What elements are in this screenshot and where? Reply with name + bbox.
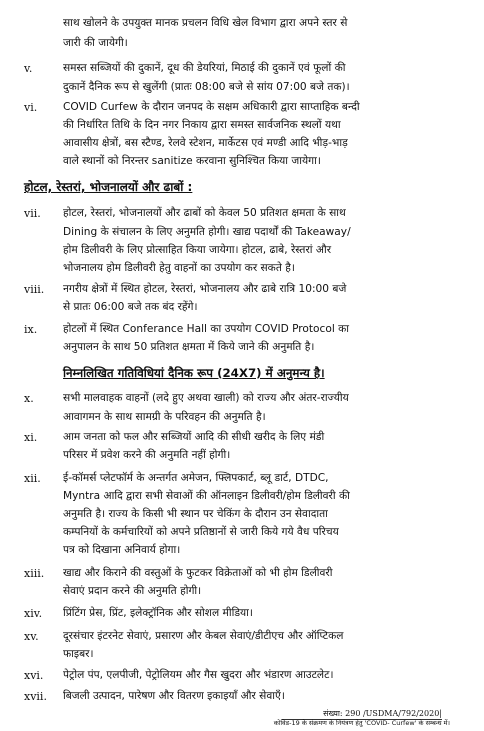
continuation-line: साथ खोलने के उपयुक्त मानक प्रचलन विधि खेल विभाग द्वारा अपने स्तर से bbox=[63, 17, 348, 29]
item-number: xi. bbox=[24, 431, 38, 444]
item-line: समस्त सब्जियों की दुकानें, दूध की डेयरियां, मिठाई की दुकानें एवं फूलों की bbox=[63, 62, 346, 74]
item-line: ई-कॉमर्स प्लेटफॉर्म के अन्तर्गत अमेजन, फ्लिपकार्ट, ब्लू डार्ट, DTDC, bbox=[63, 472, 329, 484]
item-number: x. bbox=[24, 392, 34, 405]
item-line: सेवाएं प्रदान करने की अनुमति होगी। bbox=[63, 585, 202, 597]
item-line: बिजली उत्पादन, पारेषण और वितरण इकाइयाँ और सेवाएँ। bbox=[63, 690, 285, 702]
item-line: भोजनालय होम डिलीवरी हेतु वाहनों का उपयोग कर सकते है। bbox=[63, 262, 295, 274]
item-line: अनुपालन के साथ 50 प्रतिशत क्षमता में किये जाने की अनुमति है। bbox=[63, 341, 315, 353]
item-number: vi. bbox=[24, 101, 38, 114]
item-line: होटल, रेस्तरां, भोजनालयों और ढाबों को केवल 50 प्रतिशत क्षमता के साथ bbox=[63, 207, 346, 219]
item-number: xvii. bbox=[24, 690, 47, 703]
item-number: xii. bbox=[24, 472, 41, 485]
section-heading-24x7: निम्नलिखित गतिविधियां दैनिक रूप (24X7) में अनुमन्य है। bbox=[63, 366, 325, 380]
item-number: vii. bbox=[24, 207, 41, 220]
item-line: सभी मालवाहक वाहनों (लदे हुए अथवा खाली) को राज्य और अंतर-राज्यीय bbox=[63, 392, 349, 404]
item-line: पेट्रोल पंप, एलपीजी, पेट्रोलियम और गैस खुदरा और भंडारण आउटलेट। bbox=[63, 669, 334, 681]
item-line: कम्पनियों के कर्मचारियों को अपने प्रतिष्ठानों से जारी किये गये वैध परिचय bbox=[63, 526, 339, 538]
footer-caption: कोविड-19 के संक्रमण के नियंत्रण हेतु 'COVID- Curfew' के सम्बन्ध में। bbox=[273, 719, 450, 727]
item-number: xvi. bbox=[24, 669, 44, 682]
continuation-line: जारी की जायेगी। bbox=[63, 37, 128, 49]
item-line: दुकानें दैनिक रूप से खुलेंगी (प्रातः 08:00 बजे से सांय 07:00 बजे तक)। bbox=[63, 81, 350, 93]
item-line: आवासीय क्षेत्रों, बस स्टैण्ड, रेलवे स्टेशन, मार्केटस एवं मण्डी आदि भीड़-भाड़ bbox=[63, 137, 348, 149]
section-heading-hotels: होटल, रेस्तरां, भोजनालयों और ढाबों : bbox=[24, 180, 193, 194]
item-line: नगरीय क्षेत्रों में स्थित होटल, रेस्तरां, भोजनालय और ढाबे रात्रि 10:00 बजे bbox=[63, 283, 347, 295]
item-line: आवागमन के साथ सामग्री के परिवहन की अनुमति है। bbox=[63, 411, 266, 423]
item-line: खाद्य और किराने की वस्तुओं के फुटकर विक्रेताओं को भी होम डिलीवरी bbox=[63, 567, 333, 579]
item-line: दूरसंचार इंटरनेट सेवाएं, प्रसारण और केबल सेवाएं/डीटीएच और ऑप्टिकल bbox=[63, 630, 344, 642]
item-line: आम जनता को फल और सब्जियों आदि की सीधी खरीद के लिए मंडी bbox=[63, 431, 325, 443]
item-line: परिसर में प्रवेश करने की अनुमति नहीं होगी। bbox=[63, 449, 231, 461]
item-line: प्रिंटिंग प्रेस, प्रिंट, इलेक्ट्रॉनिक और सोशल मीडिया। bbox=[63, 607, 253, 619]
item-number: v. bbox=[24, 62, 33, 75]
item-line: वाले स्थानों को निरन्तर sanitize करवाना सुनिश्चित किया जायेगा। bbox=[63, 155, 321, 167]
item-number: viii. bbox=[24, 283, 45, 296]
item-number: xiv. bbox=[24, 607, 43, 620]
item-line: अनुमति है। राज्य के किसी भी स्थान पर चेकिंग के दौरान उन सेवादाता bbox=[63, 508, 328, 520]
footer-reference-number: संख्या: 290 /USDMA/792/2020| bbox=[282, 708, 442, 720]
item-line: Dining के संचालन के लिए अनुमति होगी। खाद्य पदार्थों की Takeaway/ bbox=[63, 226, 351, 238]
item-line: पत्र को दिखाना अनिवार्य होगा। bbox=[63, 544, 181, 556]
item-number: xv. bbox=[24, 630, 39, 643]
item-line: होम डिलीवरी के लिए प्रोत्साहित किया जायेगा। होटल, ढाबे, रेस्तरां और bbox=[63, 244, 332, 256]
item-line: फाइबर। bbox=[63, 648, 94, 660]
item-line: COVID Curfew के दौरान जनपद के सक्षम अधिकारी द्वारा साप्ताहिक बन्दी bbox=[63, 101, 360, 113]
item-line: की निर्धारित तिथि के दिन नगर निकाय द्वारा समस्त सार्वजनिक स्थलों यथा bbox=[63, 119, 341, 131]
item-line: होटलों में स्थित Conferance Hall का उपयोग COVID Protocol का bbox=[63, 323, 350, 335]
item-number: xiii. bbox=[24, 567, 45, 580]
item-line: से प्रातः 06:00 बजे तक बंद रहेंगे। bbox=[63, 301, 198, 313]
item-number: ix. bbox=[24, 323, 38, 336]
item-line: Myntra आदि द्वारा सभी सेवाओं की ऑनलाइन डिलीवरी/होम डिलीवरी की bbox=[63, 490, 350, 502]
